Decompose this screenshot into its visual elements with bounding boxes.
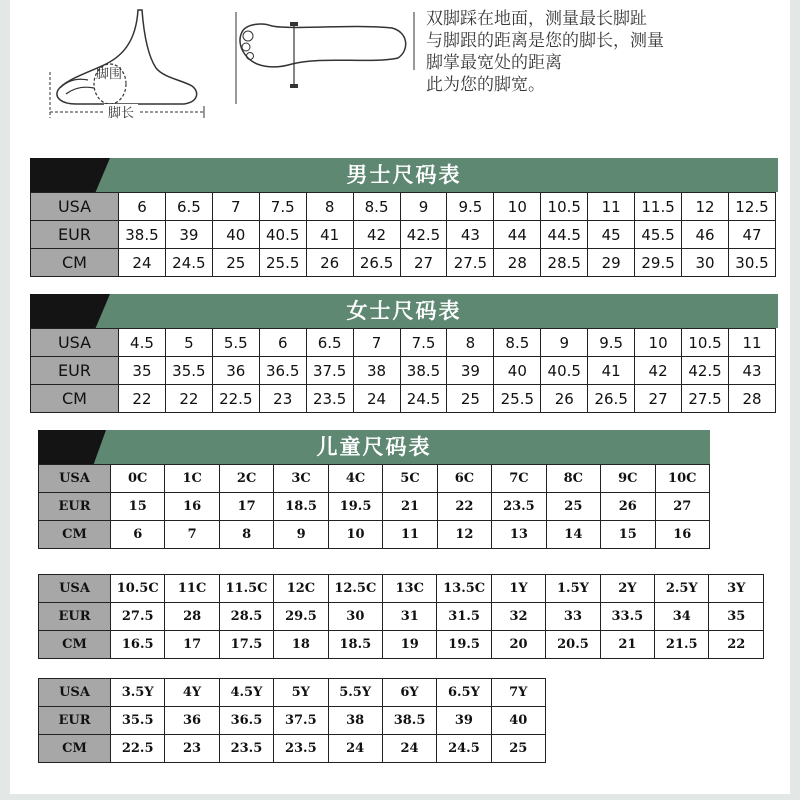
table-row	[31, 357, 776, 385]
size-cell: 16	[655, 521, 709, 549]
size-cell: 26.5	[588, 385, 635, 413]
size-cell: 11.5	[635, 193, 682, 221]
size-cell: 24.5	[400, 385, 447, 413]
girth-label: 脚围	[96, 67, 123, 82]
size-cell: 11	[383, 521, 437, 549]
size-cell: 19	[383, 631, 437, 659]
size-cell: 8	[219, 521, 273, 549]
size-cell: 32	[491, 603, 545, 631]
toe-lines	[60, 79, 94, 94]
women-size-section	[30, 294, 778, 416]
size-cell: 18.5	[328, 631, 382, 659]
size-cell: 31.5	[437, 603, 491, 631]
kids-size-table-3	[38, 678, 546, 763]
size-cell: 26	[306, 249, 353, 277]
size-cell: 25.5	[494, 385, 541, 413]
table-row	[39, 521, 710, 549]
size-cell: 41	[588, 357, 635, 385]
size-cell: 42	[635, 357, 682, 385]
size-cell: 12	[437, 521, 491, 549]
size-cell: 8.5	[353, 193, 400, 221]
size-cell: 27	[635, 385, 682, 413]
size-cell: 10C	[655, 465, 709, 493]
size-cell: 24.5	[437, 735, 491, 763]
size-cell: 35	[709, 603, 764, 631]
right-edge	[790, 0, 800, 800]
size-cell: 26	[541, 385, 588, 413]
size-cell: 9.5	[588, 329, 635, 357]
size-cell: 30	[682, 249, 729, 277]
size-cell: 22	[709, 631, 764, 659]
size-cell: 23.5	[306, 385, 353, 413]
kids-size-section-3	[38, 678, 546, 766]
size-cell: 20.5	[546, 631, 600, 659]
left-edge	[0, 0, 10, 800]
size-cell: 38	[328, 707, 382, 735]
row-label: USA	[39, 465, 111, 493]
size-cell: 40	[212, 221, 259, 249]
size-cell: 38	[353, 357, 400, 385]
size-cell: 19.5	[328, 493, 382, 521]
kids-title: 儿童尺码表	[316, 435, 432, 459]
foot-sole-outline	[240, 24, 406, 67]
size-cell: 29.5	[635, 249, 682, 277]
size-cell: 46	[682, 221, 729, 249]
size-cell: 24	[328, 735, 382, 763]
men-size-section	[30, 158, 778, 280]
size-cell: 13C	[383, 575, 437, 603]
size-cell: 29.5	[274, 603, 328, 631]
table-row	[39, 735, 546, 763]
toe-2	[242, 43, 250, 51]
size-cell: 11	[728, 329, 775, 357]
size-cell: 5.5Y	[328, 679, 382, 707]
size-cell: 33.5	[600, 603, 654, 631]
size-cell: 23.5	[219, 735, 273, 763]
size-cell: 4.5Y	[219, 679, 273, 707]
table-row	[39, 493, 710, 521]
size-cell: 25	[447, 385, 494, 413]
size-cell: 40.5	[259, 221, 306, 249]
size-cell: 43	[447, 221, 494, 249]
size-cell: 42	[353, 221, 400, 249]
size-cell: 28	[728, 385, 775, 413]
size-cell: 27	[655, 493, 709, 521]
foot-outline	[57, 10, 197, 104]
size-cell: 42.5	[400, 221, 447, 249]
bottom-edge	[0, 794, 800, 800]
instruction-line-3: 脚掌最宽处的距离	[426, 53, 562, 73]
size-cell: 10.5	[682, 329, 729, 357]
size-cell: 9	[274, 521, 328, 549]
row-label: EUR	[39, 493, 111, 521]
size-cell: 10	[494, 193, 541, 221]
size-cell: 24	[119, 249, 166, 277]
size-cell: 28	[494, 249, 541, 277]
size-cell: 10	[635, 329, 682, 357]
size-cell: 10.5	[541, 193, 588, 221]
size-cell: 11.5C	[219, 575, 273, 603]
size-cell: 23.5	[274, 735, 328, 763]
size-cell: 3C	[274, 465, 328, 493]
size-cell: 28.5	[541, 249, 588, 277]
women-banner	[30, 294, 778, 328]
size-cell: 7.5	[259, 193, 306, 221]
size-cell: 22	[119, 385, 166, 413]
size-cell: 20	[491, 631, 545, 659]
size-cell: 38.5	[400, 357, 447, 385]
size-cell: 2C	[219, 465, 273, 493]
size-cell: 45.5	[635, 221, 682, 249]
size-cell: 18	[274, 631, 328, 659]
size-cell: 23	[165, 735, 219, 763]
size-cell: 40.5	[541, 357, 588, 385]
row-label: EUR	[39, 707, 111, 735]
size-cell: 0C	[111, 465, 165, 493]
row-label: EUR	[31, 221, 119, 249]
size-cell: 12.5	[728, 193, 775, 221]
toe-3	[247, 53, 254, 60]
size-cell: 44	[494, 221, 541, 249]
size-cell: 6	[259, 329, 306, 357]
size-cell: 25	[491, 735, 545, 763]
size-cell: 1Y	[491, 575, 545, 603]
men-size-table	[30, 192, 776, 277]
kids-banner	[38, 430, 710, 464]
size-cell: 27.5	[111, 603, 165, 631]
size-cell: 12C	[274, 575, 328, 603]
table-row	[39, 707, 546, 735]
size-cell: 36	[165, 707, 219, 735]
size-cell: 39	[447, 357, 494, 385]
men-banner	[30, 158, 778, 192]
width-tick-top	[290, 22, 298, 26]
size-cell: 28	[165, 603, 219, 631]
size-cell: 25.5	[259, 249, 306, 277]
size-cell: 9.5	[447, 193, 494, 221]
size-cell: 2Y	[600, 575, 654, 603]
size-cell: 7	[212, 193, 259, 221]
row-label: CM	[39, 735, 111, 763]
size-cell: 24	[353, 385, 400, 413]
size-cell: 4C	[328, 465, 382, 493]
size-cell: 25	[546, 493, 600, 521]
size-cell: 25	[212, 249, 259, 277]
size-cell: 5.5	[212, 329, 259, 357]
size-cell: 21.5	[655, 631, 709, 659]
size-cell: 11	[588, 193, 635, 221]
size-cell: 41	[306, 221, 353, 249]
row-label: CM	[31, 385, 119, 413]
size-cell: 13.5C	[437, 575, 491, 603]
size-cell: 8.5	[494, 329, 541, 357]
size-cell: 38.5	[119, 221, 166, 249]
size-cell: 35	[119, 357, 166, 385]
size-cell: 15	[601, 521, 655, 549]
size-cell: 10.5C	[111, 575, 165, 603]
size-cell: 6.5	[306, 329, 353, 357]
size-cell: 9	[541, 329, 588, 357]
size-cell: 16.5	[111, 631, 165, 659]
size-cell: 5Y	[274, 679, 328, 707]
size-cell: 36	[212, 357, 259, 385]
size-cell: 1.5Y	[546, 575, 600, 603]
row-label: USA	[39, 575, 111, 603]
size-cell: 27.5	[682, 385, 729, 413]
size-cell: 22.5	[111, 735, 165, 763]
size-cell: 1C	[165, 465, 219, 493]
size-cell: 24	[382, 735, 436, 763]
size-cell: 15	[111, 493, 165, 521]
kids-size-section	[38, 430, 710, 552]
size-cell: 45	[588, 221, 635, 249]
size-cell: 21	[600, 631, 654, 659]
size-cell: 19.5	[437, 631, 491, 659]
row-label: CM	[39, 631, 111, 659]
size-cell: 47	[728, 221, 775, 249]
table-row	[31, 249, 776, 277]
table-row	[39, 603, 764, 631]
size-cell: 8	[447, 329, 494, 357]
table-row	[39, 679, 546, 707]
size-cell: 6.5	[165, 193, 212, 221]
size-cell: 4.5	[119, 329, 166, 357]
size-cell: 7	[165, 521, 219, 549]
size-cell: 37.5	[306, 357, 353, 385]
size-cell: 23	[259, 385, 306, 413]
size-cell: 8C	[546, 465, 600, 493]
instruction-line-2: 与脚跟的距离是您的脚长，测量	[426, 31, 664, 51]
size-cell: 17.5	[219, 631, 273, 659]
women-title: 女士尺码表	[346, 299, 462, 323]
size-cell: 27	[400, 249, 447, 277]
size-cell: 7C	[492, 465, 546, 493]
row-label: EUR	[39, 603, 111, 631]
size-cell: 6	[119, 193, 166, 221]
size-cell: 9C	[601, 465, 655, 493]
size-cell: 17	[219, 493, 273, 521]
size-cell: 9	[400, 193, 447, 221]
size-cell: 30	[328, 603, 382, 631]
size-cell: 7.5	[400, 329, 447, 357]
size-cell: 31	[383, 603, 437, 631]
size-cell: 29	[588, 249, 635, 277]
size-cell: 26.5	[353, 249, 400, 277]
size-cell: 11C	[165, 575, 219, 603]
size-cell: 8	[306, 193, 353, 221]
size-cell: 33	[546, 603, 600, 631]
foot-side-diagram	[44, 6, 214, 124]
table-row	[31, 221, 776, 249]
row-label: USA	[39, 679, 111, 707]
size-cell: 5C	[383, 465, 437, 493]
men-title: 男士尺码表	[346, 163, 462, 187]
size-cell: 22	[165, 385, 212, 413]
size-cell: 7	[353, 329, 400, 357]
row-label: USA	[31, 329, 119, 357]
size-cell: 39	[165, 221, 212, 249]
table-row	[39, 575, 764, 603]
size-cell: 22	[437, 493, 491, 521]
length-label: 脚长	[108, 106, 135, 121]
kids-size-section-2	[38, 574, 764, 662]
size-cell: 24.5	[165, 249, 212, 277]
instruction-line-4: 此为您的脚宽。	[426, 75, 545, 95]
size-cell: 40	[494, 357, 541, 385]
size-cell: 6	[111, 521, 165, 549]
width-tick-bottom	[290, 84, 298, 88]
size-cell: 42.5	[682, 357, 729, 385]
size-cell: 21	[383, 493, 437, 521]
table-row	[31, 385, 776, 413]
row-label: CM	[39, 521, 111, 549]
size-cell: 6C	[437, 465, 491, 493]
size-cell: 40	[491, 707, 545, 735]
kids-size-table-2	[38, 574, 764, 659]
table-row	[31, 193, 776, 221]
toe-1	[243, 31, 253, 41]
size-cell: 28.5	[219, 603, 273, 631]
size-cell: 3.5Y	[111, 679, 165, 707]
size-cell: 22.5	[212, 385, 259, 413]
size-cell: 3Y	[709, 575, 764, 603]
size-cell: 35.5	[165, 357, 212, 385]
kids-size-table-1	[38, 464, 710, 549]
size-cell: 17	[165, 631, 219, 659]
size-cell: 36.5	[219, 707, 273, 735]
size-cell: 12	[682, 193, 729, 221]
size-cell: 39	[437, 707, 491, 735]
size-cell: 37.5	[274, 707, 328, 735]
measurement-instructions	[426, 8, 746, 96]
row-label: EUR	[31, 357, 119, 385]
table-row	[39, 631, 764, 659]
size-cell: 23.5	[492, 493, 546, 521]
size-cell: 18.5	[274, 493, 328, 521]
size-cell: 4Y	[165, 679, 219, 707]
size-cell: 6.5Y	[437, 679, 491, 707]
instruction-line-1: 双脚踩在地面，测量最长脚趾	[426, 9, 647, 29]
size-cell: 14	[546, 521, 600, 549]
size-cell: 5	[165, 329, 212, 357]
size-cell: 16	[165, 493, 219, 521]
row-label: CM	[31, 249, 119, 277]
size-cell: 2.5Y	[655, 575, 709, 603]
women-size-table	[30, 328, 776, 413]
size-cell: 13	[492, 521, 546, 549]
row-label: USA	[31, 193, 119, 221]
size-cell: 26	[601, 493, 655, 521]
size-cell: 43	[728, 357, 775, 385]
foot-top-diagram	[232, 10, 418, 106]
size-cell: 12.5C	[328, 575, 382, 603]
table-row	[31, 329, 776, 357]
size-cell: 6Y	[382, 679, 436, 707]
size-cell: 36.5	[259, 357, 306, 385]
size-cell: 27.5	[447, 249, 494, 277]
size-cell: 10	[328, 521, 382, 549]
size-cell: 30.5	[728, 249, 775, 277]
table-row	[39, 465, 710, 493]
size-cell: 7Y	[491, 679, 545, 707]
size-cell: 34	[655, 603, 709, 631]
size-cell: 44.5	[541, 221, 588, 249]
size-cell: 38.5	[382, 707, 436, 735]
size-cell: 35.5	[111, 707, 165, 735]
